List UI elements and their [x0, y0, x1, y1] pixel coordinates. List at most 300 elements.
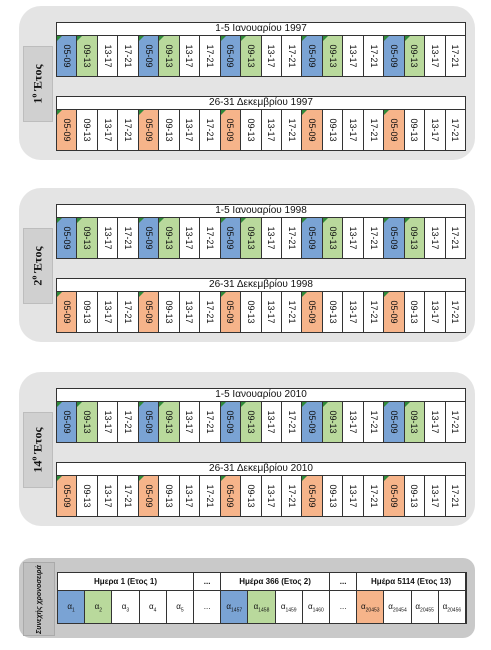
- time-slot-label: 05-09: [388, 44, 399, 68]
- time-slot-label: 17-21: [450, 44, 461, 68]
- time-slot-label: 13-17: [102, 484, 113, 508]
- year-label-text: [30, 246, 46, 285]
- time-slot: [384, 402, 404, 442]
- time-slot: [343, 36, 363, 76]
- time-slot: [77, 218, 97, 258]
- day-header: Ημερα 1 (Ετος 1): [58, 573, 194, 591]
- slot-row: [57, 292, 465, 332]
- continuous-series-panel: [19, 558, 475, 638]
- time-slot: [180, 402, 200, 442]
- series-cell: [439, 591, 466, 623]
- block-title: 1-5 Ιανουαρίου 1998: [57, 205, 465, 218]
- series-cell-base: ...: [203, 602, 211, 611]
- year-label: [23, 228, 53, 304]
- time-slot-label: 17-21: [123, 226, 134, 250]
- series-cell-index: 2: [99, 607, 102, 614]
- time-slot-label: 09-13: [82, 226, 93, 250]
- series-cell: [248, 591, 275, 623]
- series-cell-base: α: [361, 602, 366, 611]
- time-slot-label: 17-21: [450, 118, 461, 142]
- year-label: [23, 412, 53, 488]
- year-label-text: [30, 64, 46, 103]
- time-slot-label: 09-13: [82, 410, 93, 434]
- series-cell: [167, 591, 194, 623]
- time-slot-label: 13-17: [348, 484, 359, 508]
- series-cell: [58, 591, 85, 623]
- time-slot-label: 09-13: [245, 226, 256, 250]
- time-slot-label: 09-13: [245, 484, 256, 508]
- time-slot-label: 09-13: [163, 226, 174, 250]
- series-cell-index: 20455: [420, 607, 434, 614]
- time-slot-label: 13-17: [184, 226, 195, 250]
- time-slot-label: 17-21: [204, 118, 215, 142]
- time-slot-label: 09-13: [245, 300, 256, 324]
- day-grid: [57, 572, 467, 624]
- time-slot: [221, 110, 241, 150]
- time-slot: [241, 402, 261, 442]
- time-slot: [241, 218, 261, 258]
- time-slot: [405, 218, 425, 258]
- time-slot: [405, 476, 425, 516]
- time-slot-label: 05-09: [225, 118, 236, 142]
- year-number: 1: [31, 97, 45, 104]
- time-slot: [384, 292, 404, 332]
- time-slot: [221, 36, 241, 76]
- block-title: 26-31 Δεκεμβρίου 1997: [57, 97, 465, 110]
- time-slot: [343, 218, 363, 258]
- time-slot-label: 17-21: [450, 300, 461, 324]
- time-slot-label: 09-13: [245, 44, 256, 68]
- series-cell: [194, 591, 221, 623]
- time-slot: [282, 36, 302, 76]
- time-slot-label: 17-21: [368, 410, 379, 434]
- time-slot: [57, 402, 77, 442]
- time-slot: [57, 292, 77, 332]
- time-slot: [323, 402, 343, 442]
- time-slot-label: 05-09: [388, 300, 399, 324]
- series-cell-base: α: [121, 602, 127, 611]
- time-slot: [384, 218, 404, 258]
- series-cell-index: 4: [153, 607, 157, 614]
- time-slot-label: 09-13: [409, 226, 420, 250]
- time-slot: [118, 292, 138, 332]
- block-title: 1-5 Ιανουαρίου 2010: [57, 389, 465, 402]
- time-slot: [159, 218, 179, 258]
- time-slot-label: 13-17: [184, 118, 195, 142]
- time-slot-label: 09-13: [82, 484, 93, 508]
- time-slot-label: 17-21: [123, 484, 134, 508]
- time-slot: [323, 218, 343, 258]
- time-slot-label: 05-09: [388, 484, 399, 508]
- time-slot: [323, 292, 343, 332]
- time-slot: [323, 476, 343, 516]
- time-slot: [343, 292, 363, 332]
- series-cell-base: α: [176, 602, 181, 611]
- time-slot-label: 17-21: [368, 300, 379, 324]
- time-slot: [384, 110, 404, 150]
- time-slot: [282, 402, 302, 442]
- continuous-series-text: Συνεχής χρονοσειρά: [35, 564, 43, 634]
- series-cell-index: 1457: [231, 607, 243, 614]
- time-slot-label: 09-13: [82, 118, 93, 142]
- series-cell: [221, 591, 248, 623]
- slot-row: [57, 110, 465, 150]
- time-slot: [343, 476, 363, 516]
- time-slot: [262, 292, 282, 332]
- time-slot: [98, 110, 118, 150]
- series-cell: [384, 591, 411, 623]
- time-slot: [425, 476, 445, 516]
- time-slot: [262, 36, 282, 76]
- time-slot: [118, 218, 138, 258]
- time-slot-label: 05-09: [307, 300, 318, 324]
- time-slot: [302, 36, 322, 76]
- time-slot-label: 13-17: [266, 226, 277, 250]
- slot-row: [57, 402, 465, 442]
- time-slot: [425, 36, 445, 76]
- series-cell-base: α: [442, 602, 448, 611]
- time-slot-label: 09-13: [163, 44, 174, 68]
- time-slot-label: 09-13: [245, 118, 256, 142]
- year-suffix: ο: [30, 275, 39, 280]
- time-slot-label: 13-17: [102, 300, 113, 324]
- time-slot: [118, 476, 138, 516]
- time-slot-label: 09-13: [327, 226, 338, 250]
- time-slot: [221, 402, 241, 442]
- time-slot: [221, 476, 241, 516]
- time-slot: [118, 36, 138, 76]
- time-slot: [343, 110, 363, 150]
- series-cell-base: α: [280, 602, 286, 611]
- time-slot: [405, 292, 425, 332]
- time-slot-label: 05-09: [143, 484, 154, 508]
- time-slot-label: 05-09: [143, 410, 154, 434]
- time-slot-label: 17-21: [368, 118, 379, 142]
- time-slot: [425, 402, 445, 442]
- time-slot-label: 13-17: [102, 118, 113, 142]
- continuous-series-label: [23, 562, 55, 636]
- time-slot-label: 17-21: [286, 300, 297, 324]
- time-slot: [323, 110, 343, 150]
- series-cell: [303, 591, 330, 623]
- time-slot: [77, 292, 97, 332]
- time-slot: [139, 476, 159, 516]
- series-cell-index: 1: [72, 607, 75, 614]
- time-slot: [241, 36, 261, 76]
- time-slot: [446, 402, 465, 442]
- time-slot: [200, 218, 220, 258]
- series-cell: [276, 591, 303, 623]
- time-slot: [180, 476, 200, 516]
- series-cell: [85, 591, 112, 623]
- time-slot: [98, 476, 118, 516]
- time-slot: [180, 292, 200, 332]
- day-header: Ημέρα 5114 (Ετος 13): [357, 573, 466, 591]
- time-slot-label: 17-21: [450, 484, 461, 508]
- time-slot-label: 13-17: [102, 226, 113, 250]
- time-slot: [180, 110, 200, 150]
- year-suffix: ο: [30, 93, 39, 98]
- time-slot: [446, 476, 465, 516]
- time-slot-label: 13-17: [348, 44, 359, 68]
- time-slot: [139, 218, 159, 258]
- time-slot: [282, 476, 302, 516]
- time-slot-label: 13-17: [348, 410, 359, 434]
- time-slot-label: 13-17: [266, 44, 277, 68]
- time-slot-label: 09-13: [163, 410, 174, 434]
- time-slot: [262, 476, 282, 516]
- time-slot: [446, 292, 465, 332]
- time-slot-label: 13-17: [348, 300, 359, 324]
- time-slot: [425, 292, 445, 332]
- time-slot-label: 13-17: [266, 118, 277, 142]
- series-cell: [140, 591, 167, 623]
- series-cell-base: α: [415, 602, 421, 611]
- slot-row: [57, 36, 465, 76]
- time-slot: [446, 110, 465, 150]
- time-slot: [282, 292, 302, 332]
- block-title: 26-31 Δεκεμβρίου 1998: [57, 279, 465, 292]
- time-slot: [241, 110, 261, 150]
- time-slot-label: 09-13: [327, 44, 338, 68]
- time-slot-label: 13-17: [429, 44, 440, 68]
- time-slot-label: 17-21: [368, 226, 379, 250]
- time-slot-label: 13-17: [184, 300, 195, 324]
- series-cell-index: 20454: [392, 607, 407, 614]
- time-slot: [384, 476, 404, 516]
- time-slot: [118, 110, 138, 150]
- time-slot-label: 17-21: [204, 226, 215, 250]
- time-slot-label: 05-09: [307, 118, 318, 142]
- day-header: ...: [330, 573, 357, 591]
- time-slot: [57, 218, 77, 258]
- time-slot: [262, 402, 282, 442]
- time-slot-label: 17-21: [204, 44, 215, 68]
- time-slot-label: 05-09: [307, 410, 318, 434]
- day-header: ...: [194, 573, 221, 591]
- time-slot: [446, 36, 465, 76]
- time-slot-label: 13-17: [429, 410, 440, 434]
- time-slot-label: 05-09: [225, 226, 236, 250]
- year-number: 2: [31, 279, 45, 286]
- series-cell-base: α: [67, 602, 73, 611]
- time-slot: [302, 218, 322, 258]
- year-label-text: [30, 427, 46, 472]
- time-slot-label: 09-13: [327, 300, 338, 324]
- time-slot-label: 13-17: [102, 44, 113, 68]
- time-slot-label: 05-09: [61, 118, 72, 142]
- time-slot: [425, 218, 445, 258]
- time-slot: [302, 110, 322, 150]
- time-slot: [302, 402, 322, 442]
- time-slot-label: 17-21: [123, 118, 134, 142]
- year-word: Έτος: [31, 246, 45, 276]
- time-slot-label: 05-09: [143, 226, 154, 250]
- time-slot: [159, 292, 179, 332]
- time-slot: [241, 292, 261, 332]
- time-slot: [364, 402, 384, 442]
- time-slot-label: 09-13: [245, 410, 256, 434]
- time-slot: [98, 292, 118, 332]
- time-slot-label: 05-09: [225, 44, 236, 68]
- time-slot: [118, 402, 138, 442]
- time-slot-label: 17-21: [286, 484, 297, 508]
- time-slot: [364, 292, 384, 332]
- series-cell-index: 20453: [365, 607, 380, 614]
- time-slot: [446, 218, 465, 258]
- time-slot: [77, 36, 97, 76]
- slot-row: [57, 218, 465, 258]
- time-slot-label: 13-17: [184, 484, 195, 508]
- time-slot-label: 13-17: [266, 484, 277, 508]
- time-slot: [139, 36, 159, 76]
- time-slot-label: 05-09: [61, 44, 72, 68]
- series-cell: [330, 591, 357, 623]
- time-slot-label: 05-09: [307, 44, 318, 68]
- time-slot-label: 05-09: [143, 118, 154, 142]
- time-slot-label: 17-21: [286, 44, 297, 68]
- year-suffix: ο: [30, 456, 39, 461]
- time-slot: [57, 36, 77, 76]
- series-cell-base: α: [253, 602, 259, 611]
- series-cell-index: 3: [126, 607, 130, 614]
- time-slot: [77, 402, 97, 442]
- time-slot-label: 17-21: [204, 300, 215, 324]
- year-panel: [19, 188, 475, 342]
- block-title: 1-5 Ιανουαρίου 1997: [57, 23, 465, 36]
- time-slot: [364, 218, 384, 258]
- time-slot-label: 05-09: [225, 410, 236, 434]
- time-slot: [302, 476, 322, 516]
- time-slot: [405, 110, 425, 150]
- time-slot-label: 17-21: [123, 410, 134, 434]
- time-slot: [200, 36, 220, 76]
- year-number: 14: [31, 460, 45, 473]
- time-slot-label: 09-13: [163, 484, 174, 508]
- time-slot-label: 05-09: [307, 226, 318, 250]
- block-title: 26-31 Δεκεμβρίου 2010: [57, 463, 465, 476]
- time-slot: [159, 110, 179, 150]
- time-slot-label: 17-21: [450, 410, 461, 434]
- time-slot-label: 09-13: [409, 300, 420, 324]
- time-slot-label: 13-17: [429, 300, 440, 324]
- series-cell-index: 1459: [285, 607, 297, 614]
- time-slot: [159, 36, 179, 76]
- time-slot: [302, 292, 322, 332]
- time-slot: [282, 110, 302, 150]
- series-cell-index: 5: [180, 607, 184, 614]
- date-block: [56, 204, 466, 259]
- date-block: [56, 278, 466, 333]
- time-slot-label: 09-13: [409, 118, 420, 142]
- series-cell-base: α: [308, 602, 313, 611]
- time-slot-label: 05-09: [61, 226, 72, 250]
- time-slot-label: 05-09: [143, 300, 154, 324]
- time-slot-label: 09-13: [409, 484, 420, 508]
- time-slot-label: 05-09: [388, 410, 399, 434]
- time-slot-label: 09-13: [82, 300, 93, 324]
- time-slot: [57, 476, 77, 516]
- time-slot-label: 13-17: [184, 44, 195, 68]
- time-slot-label: 13-17: [348, 118, 359, 142]
- date-block: [56, 96, 466, 151]
- time-slot: [98, 218, 118, 258]
- time-slot-label: 17-21: [450, 226, 461, 250]
- year-panel: [19, 6, 475, 160]
- date-block: [56, 388, 466, 443]
- time-slot: [282, 218, 302, 258]
- time-slot: [323, 36, 343, 76]
- time-slot-label: 17-21: [286, 226, 297, 250]
- time-slot: [180, 218, 200, 258]
- time-slot-label: 09-13: [327, 484, 338, 508]
- time-slot: [139, 402, 159, 442]
- time-slot: [364, 110, 384, 150]
- time-slot: [241, 476, 261, 516]
- time-slot: [98, 36, 118, 76]
- time-slot-label: 05-09: [61, 484, 72, 508]
- series-cell-base: α: [148, 602, 154, 611]
- time-slot-label: 09-13: [327, 410, 338, 434]
- time-slot-label: 13-17: [429, 226, 440, 250]
- time-slot-label: 05-09: [61, 300, 72, 324]
- year-word: Έτος: [31, 427, 45, 457]
- day-header: Ημέρα 366 (Ετος 2): [221, 573, 330, 591]
- time-slot-label: 05-09: [388, 226, 399, 250]
- series-cell-index: 20456: [447, 607, 462, 614]
- time-slot-label: 09-13: [163, 118, 174, 142]
- time-slot-label: 05-09: [143, 44, 154, 68]
- time-slot: [200, 476, 220, 516]
- time-slot-label: 13-17: [429, 484, 440, 508]
- time-slot: [139, 110, 159, 150]
- time-slot: [425, 110, 445, 150]
- time-slot: [405, 402, 425, 442]
- time-slot-label: 09-13: [82, 44, 93, 68]
- time-slot: [98, 402, 118, 442]
- time-slot-label: 05-09: [388, 118, 399, 142]
- time-slot: [139, 292, 159, 332]
- time-slot: [57, 110, 77, 150]
- time-slot: [343, 402, 363, 442]
- time-slot: [262, 218, 282, 258]
- time-slot: [221, 292, 241, 332]
- time-slot-label: 09-13: [409, 410, 420, 434]
- year-panel: [19, 372, 475, 526]
- time-slot-label: 17-21: [368, 484, 379, 508]
- time-slot: [262, 110, 282, 150]
- time-slot-label: 05-09: [307, 484, 318, 508]
- time-slot-label: 17-21: [286, 410, 297, 434]
- time-slot: [384, 36, 404, 76]
- time-slot-label: 13-17: [429, 118, 440, 142]
- series-cell-base: ...: [339, 602, 347, 611]
- time-slot-label: 13-17: [184, 410, 195, 434]
- time-slot-label: 17-21: [204, 410, 215, 434]
- time-slot-label: 05-09: [61, 410, 72, 434]
- time-slot: [200, 402, 220, 442]
- date-block: [56, 462, 466, 517]
- time-slot: [159, 476, 179, 516]
- series-cell: [357, 591, 384, 623]
- time-slot-label: 17-21: [204, 484, 215, 508]
- time-slot: [405, 36, 425, 76]
- date-block: [56, 22, 466, 77]
- time-slot-label: 05-09: [225, 300, 236, 324]
- time-slot: [364, 476, 384, 516]
- time-slot: [200, 292, 220, 332]
- series-cell-base: α: [226, 602, 232, 611]
